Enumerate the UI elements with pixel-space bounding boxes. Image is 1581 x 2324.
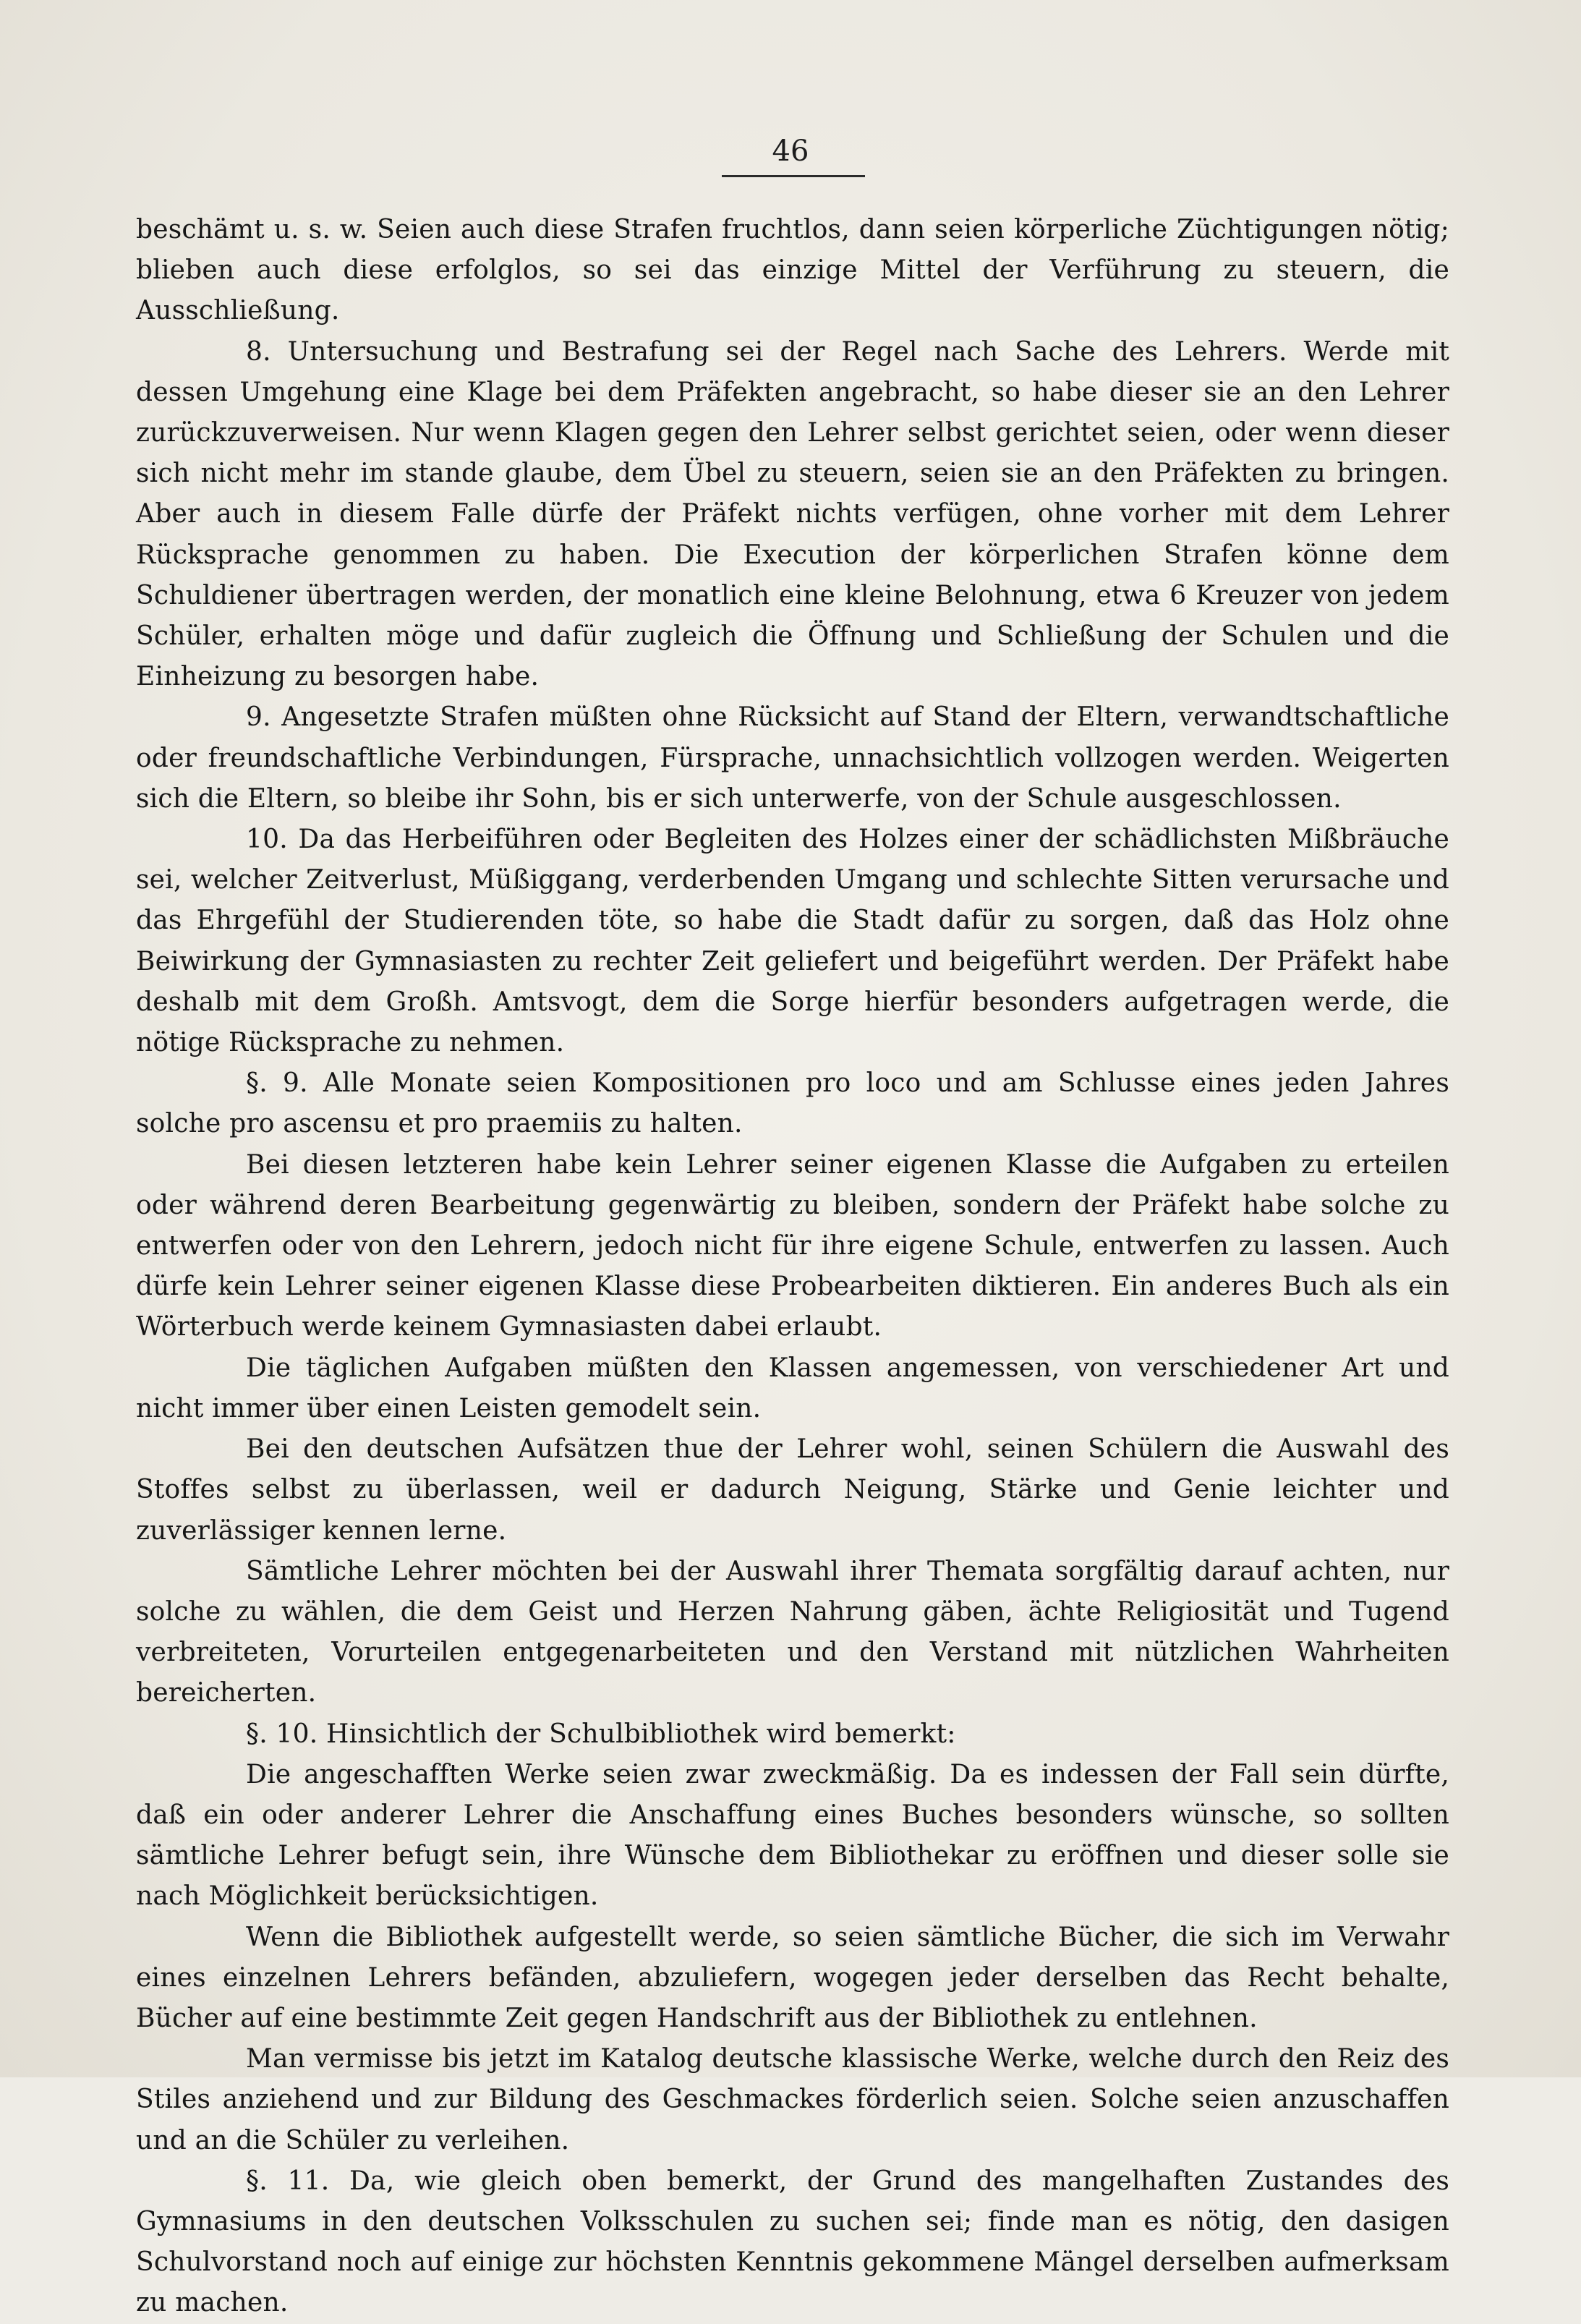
header-rule <box>722 175 865 177</box>
paragraph: Bei den deutschen Aufsätzen thue der Lehrer wohl, seinen Schülern die Auswahl des Stoffes selbst zu überlassen, weil er dadurch Neigung, Stärke und Genie leichter und zuverlässiger kennen lerne. <box>136 1434 1449 1546</box>
paragraph: §. 10. Hinsichtlich der Schulbibliothek wird bemerkt: <box>246 1719 956 1749</box>
paragraph: beschämt u. s. w. Seien auch diese Strafen fruchtlos, dann seien körperliche Züchtigungen nötig; blieben auch diese erfolglos, so sei das einzige Mittel der Verführung zu steuern, die Ausschließung. <box>136 215 1449 326</box>
paragraph: Die angeschafften Werke seien zwar zweckmäßig. Da es indessen der Fall sein dürfte, daß ein oder anderer Lehrer die Anschaffung eines Buches besonders wünsche, so sollten sämtliche Lehrer befugt sein, ihre Wünsche dem Bibliothekar zu eröffnen und dieser solle sie nach Möglichkeit berücksichtigen. <box>136 1759 1449 1912</box>
paragraph: Man vermisse bis jetzt im Katalog deutsche klassische Werke, welche durch den Reiz des Stiles anziehend und zur Bildung des Geschmackes förderlich seien. Solche seien anzuschaffen und an die Schüler zu verleihen. <box>136 2044 1449 2155</box>
paragraph: Bei diesen letzteren habe kein Lehrer seiner eigenen Klasse die Aufgaben zu erteilen oder während deren Bearbeitung gegenwärtig zu bleiben, sondern der Präfekt habe solche zu entwerfen oder von den Lehrern, jedoch nicht für ihre eigene Schule, entwerfen zu lassen. Auch dürfe kein Lehrer seiner eigenen Klasse diese Probearbeiten diktieren. Ein anderes Buch als ein Wörterbuch werde keinem Gymnasiasten dabei erlaubt. <box>136 1149 1449 1342</box>
paragraph: 10. Da das Herbeiführen oder Begleiten des Holzes einer der schädlichsten Mißbräuche sei, welcher Zeitverlust, Müßiggang, verderbenden Umgang und schlechte Sitten verursache und das Ehrgefühl der Studierenden töte, so habe die Stadt dafür zu sorgen, daß das Holz ohne Beiwirkung der Gymnasiasten zu rechter Zeit geliefert und beigeführt werden. Der Präfekt habe deshalb mit dem Großh. Amtsvogt, dem die Sorge hierfür besonders aufgetragen werde, die nötige Rücksprache zu nehmen. <box>136 825 1449 1058</box>
paragraph: §. 11. Da, wie gleich oben bemerkt, der Grund des mangelhaften Zustandes des Gymnasiums in den deutschen Volksschulen zu suchen sei; finde man es nötig, den dasigen Schulvorstand noch auf einige zur höchsten Kenntnis gekommene Mängel derselben aufmerksam zu machen. <box>136 2166 1449 2318</box>
paragraph: §. 9. Alle Monate seien Kompositionen pro loco und am Schlusse eines jeden Jahres solche pro ascensu et pro praemiis zu halten. <box>136 1068 1449 1139</box>
paragraph: Sämtliche Lehrer möchten bei der Auswahl ihrer Themata sorgfältig darauf achten, nur solche zu wählen, die dem Geist und Herzen Nahrung gäben, ächte Religiosität und Tugend verbreiteten, Vorurteilen entgegenarbeiteten und den Verstand mit nützlichen Wahrheiten bereicherten. <box>136 1556 1449 1708</box>
paragraph: Wenn die Bibliothek aufgestellt werde, so seien sämtliche Bücher, die sich im Verwahr eines einzelnen Lehrers befänden, abzuliefern, wogegen jeder derselben das Recht behalte, Bücher auf eine bestimmte Zeit gegen Handschrift aus der Bibliothek zu entlehnen. <box>136 1922 1449 2033</box>
paragraph: 9. Angesetzte Strafen müßten ohne Rücksicht auf Stand der Eltern, verwandtschaftliche oder freundschaftliche Verbindungen, Fürsprache, unnachsichtlich vollzogen werden. Weigerten sich die Eltern, so bleibe ihr Sohn, bis er sich unterwerfe, von der Schule ausgeschlossen. <box>136 702 1449 814</box>
paragraph: 8. Untersuchung und Bestrafung sei der Regel nach Sache des Lehrers. Werde mit dessen Umgehung eine Klage bei dem Präfekten angebracht, so habe dieser sie an den Lehrer zurückzuverweisen. Nur wenn Klagen gegen den Lehrer selbst gerichtet seien, oder wenn dieser sich nicht mehr im stande glaube, dem Übel zu steuern, seien sie an den Präfekten zu bringen. Aber auch in diesem Falle dürfe der Präfekt nichts verfügen, ohne vorher mit dem Lehrer Rücksprache genommen zu haben. Die Execution der körperlichen Strafen könne dem Schuldiener übertragen werden, der monatlich eine kleine Belohnung, etwa 6 Kreuzer von jedem Schüler, erhalten möge und dafür zugleich die Öffnung und Schließung der Schulen und die Einheizung zu besorgen habe. <box>136 336 1449 692</box>
body-text <box>136 210 1449 2324</box>
page-header <box>0 134 1581 169</box>
page-number: 46 <box>772 135 809 168</box>
paragraph: Die täglichen Aufgaben müßten den Klassen angemessen, von verschiedener Art und nicht immer über einen Leisten gemodelt sein. <box>136 1353 1449 1423</box>
